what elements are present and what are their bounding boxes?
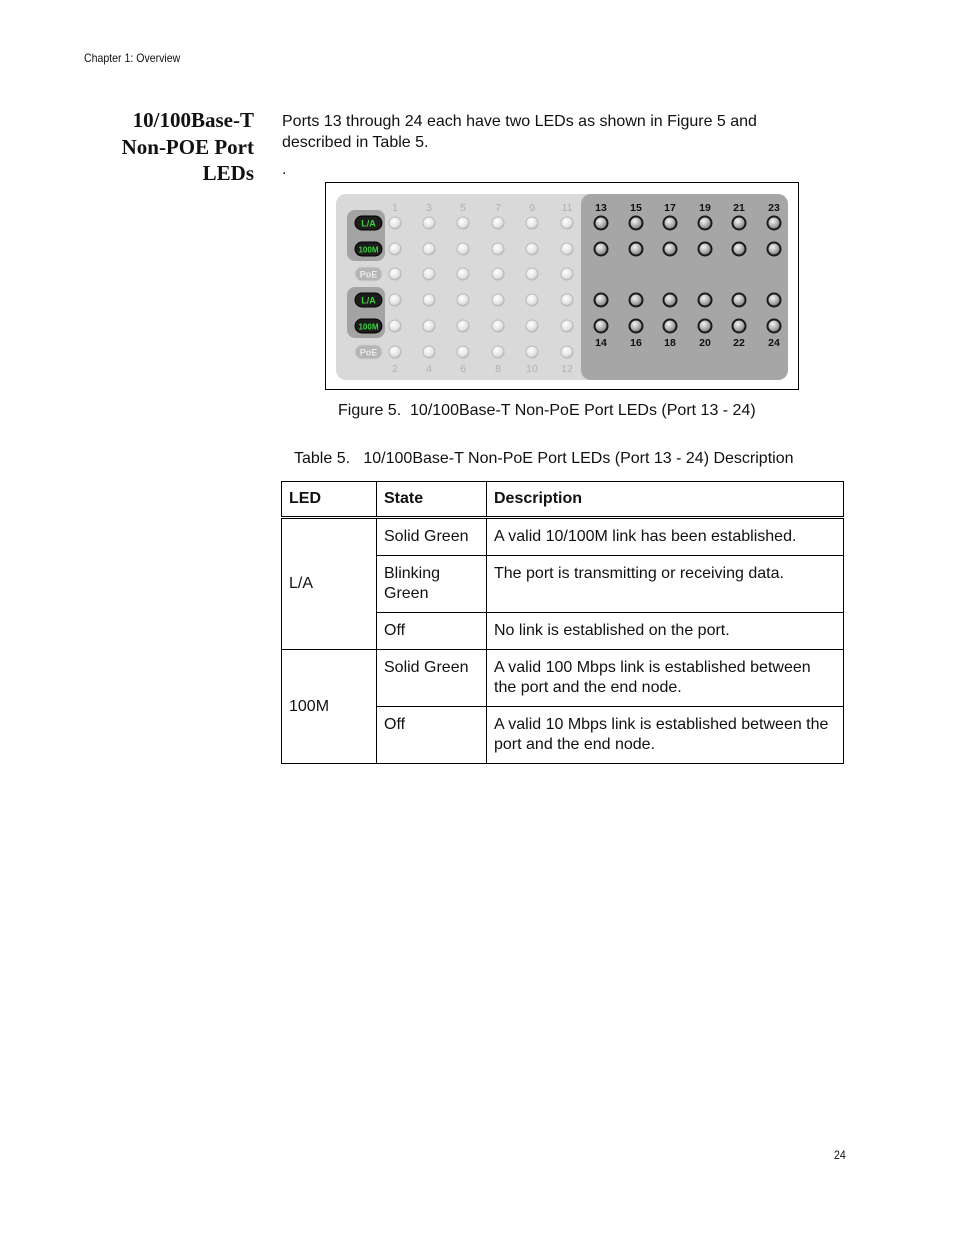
table-row	[282, 650, 844, 707]
led-indicator	[733, 243, 746, 256]
led-indicator	[768, 243, 781, 256]
led-indicator	[630, 320, 643, 333]
led-indicator	[457, 217, 469, 229]
state-cell: Off	[377, 613, 487, 650]
section-heading-line-2: Non-POE Port	[121, 134, 254, 159]
led-indicator	[457, 243, 469, 255]
led-indicator	[595, 217, 608, 230]
led-indicator	[526, 320, 538, 332]
port-number-bottom: 22	[733, 337, 745, 349]
port-number-top: 3	[426, 202, 432, 214]
description-cell: A valid 10 Mbps link is established between the port and the end node.	[487, 707, 844, 764]
led-indicator	[423, 320, 435, 332]
description-cell: The port is transmitting or receiving data.	[487, 556, 844, 613]
led-indicator	[561, 294, 573, 306]
page-number: 24	[834, 1148, 846, 1162]
led-indicator	[768, 217, 781, 230]
led-indicator	[733, 294, 746, 307]
port-number-top: 5	[460, 202, 466, 214]
led-indicator	[561, 243, 573, 255]
led-indicator	[768, 320, 781, 333]
port-number-bottom: 2	[392, 363, 398, 375]
port-number-bottom: 8	[495, 363, 501, 375]
led-panel-diagram	[326, 183, 798, 389]
led-indicator	[457, 268, 469, 280]
led-indicator	[526, 217, 538, 229]
led-indicator	[389, 294, 401, 306]
header-description: Description	[487, 482, 844, 518]
port-number-bottom: 4	[426, 363, 432, 375]
port-number-top: 11	[561, 202, 573, 214]
led-indicator	[389, 217, 401, 229]
port-number-top: 19	[699, 202, 711, 214]
table-caption: Table 5. 10/100Base-T Non-PoE Port LEDs (Port 13 - 24) Description	[294, 450, 794, 467]
led-cell: L/A	[282, 518, 377, 650]
port-number-top: 13	[595, 202, 607, 214]
description-cell: No link is established on the port.	[487, 613, 844, 650]
led-indicator	[561, 268, 573, 280]
led-indicator	[457, 320, 469, 332]
led-indicator	[595, 243, 608, 256]
port-number-top: 1	[392, 202, 398, 214]
header-state: State	[377, 482, 487, 518]
led-indicator	[526, 346, 538, 358]
port-number-bottom: 18	[664, 337, 676, 349]
led-indicator	[699, 320, 712, 333]
section-heading-line-1: 10/100Base-T	[132, 108, 254, 132]
led-indicator	[561, 346, 573, 358]
port-number-top: 17	[664, 202, 676, 214]
description-cell: A valid 100 Mbps link is established between the port and the end node.	[487, 650, 844, 707]
led-label-text: PoE	[359, 269, 378, 280]
table-header-row	[282, 482, 844, 518]
port-number-top: 9	[529, 202, 535, 214]
state-cell: Solid Green	[377, 518, 487, 556]
port-number-bottom: 14	[595, 337, 607, 349]
port-number-top: 23	[768, 202, 780, 214]
led-label-text: L/A	[361, 218, 376, 229]
section-heading	[60, 107, 254, 187]
led-indicator	[457, 294, 469, 306]
led-indicator	[492, 243, 504, 255]
port-number-bottom: 24	[768, 337, 780, 349]
led-indicator	[630, 217, 643, 230]
led-indicator	[733, 217, 746, 230]
led-indicator	[389, 268, 401, 280]
port-number-top: 15	[630, 202, 642, 214]
led-indicator	[733, 320, 746, 333]
led-label-text: 100M	[358, 245, 379, 255]
port-number-top: 7	[495, 202, 501, 214]
led-indicator	[561, 217, 573, 229]
led-indicator	[457, 346, 469, 358]
figure-caption: Figure 5. 10/100Base-T Non-PoE Port LEDs (Port 13 - 24)	[338, 402, 756, 419]
led-indicator	[561, 320, 573, 332]
led-indicator	[389, 243, 401, 255]
led-figure	[325, 182, 799, 390]
led-indicator	[699, 243, 712, 256]
state-cell: Off	[377, 707, 487, 764]
led-indicator	[664, 320, 677, 333]
led-indicator	[492, 217, 504, 229]
port-number-bottom: 16	[630, 337, 642, 349]
led-indicator	[389, 320, 401, 332]
port-number-bottom: 12	[561, 363, 573, 375]
led-indicator	[664, 294, 677, 307]
state-cell: Blinking Green	[377, 556, 487, 613]
led-indicator	[492, 268, 504, 280]
led-indicator	[664, 217, 677, 230]
header-led: LED	[282, 482, 377, 518]
led-indicator	[492, 294, 504, 306]
port-number-bottom: 10	[526, 363, 538, 375]
led-cell: 100M	[282, 650, 377, 764]
port-number-bottom: 6	[460, 363, 466, 375]
led-description-table	[281, 481, 844, 764]
led-indicator	[630, 243, 643, 256]
led-indicator	[526, 268, 538, 280]
led-indicator	[423, 346, 435, 358]
led-indicator	[699, 217, 712, 230]
led-indicator	[595, 294, 608, 307]
led-label-text: PoE	[359, 347, 378, 358]
led-label-text: L/A	[361, 295, 376, 306]
led-label-text: 100M	[358, 322, 379, 332]
port-number-bottom: 20	[699, 337, 711, 349]
running-head: Chapter 1: Overview	[84, 51, 181, 65]
led-indicator	[630, 294, 643, 307]
led-indicator	[423, 243, 435, 255]
led-indicator	[423, 268, 435, 280]
led-indicator	[595, 320, 608, 333]
led-indicator	[526, 243, 538, 255]
led-indicator	[768, 294, 781, 307]
port-number-top: 21	[733, 202, 745, 214]
led-indicator	[699, 294, 712, 307]
led-indicator	[664, 243, 677, 256]
section-heading-line-3: LEDs	[202, 161, 254, 185]
intro-paragraph: Ports 13 through 24 each have two LEDs as shown in Figure 5 and described in Table 5.	[282, 113, 757, 151]
state-cell: Solid Green	[377, 650, 487, 707]
description-cell: A valid 10/100M link has been established.	[487, 518, 844, 556]
led-indicator	[526, 294, 538, 306]
led-indicator	[423, 217, 435, 229]
led-indicator	[492, 320, 504, 332]
stray-dot: .	[282, 161, 287, 178]
led-indicator	[423, 294, 435, 306]
table-row	[282, 518, 844, 556]
led-indicator	[492, 346, 504, 358]
panel-dark-section	[581, 194, 788, 380]
led-indicator	[389, 346, 401, 358]
